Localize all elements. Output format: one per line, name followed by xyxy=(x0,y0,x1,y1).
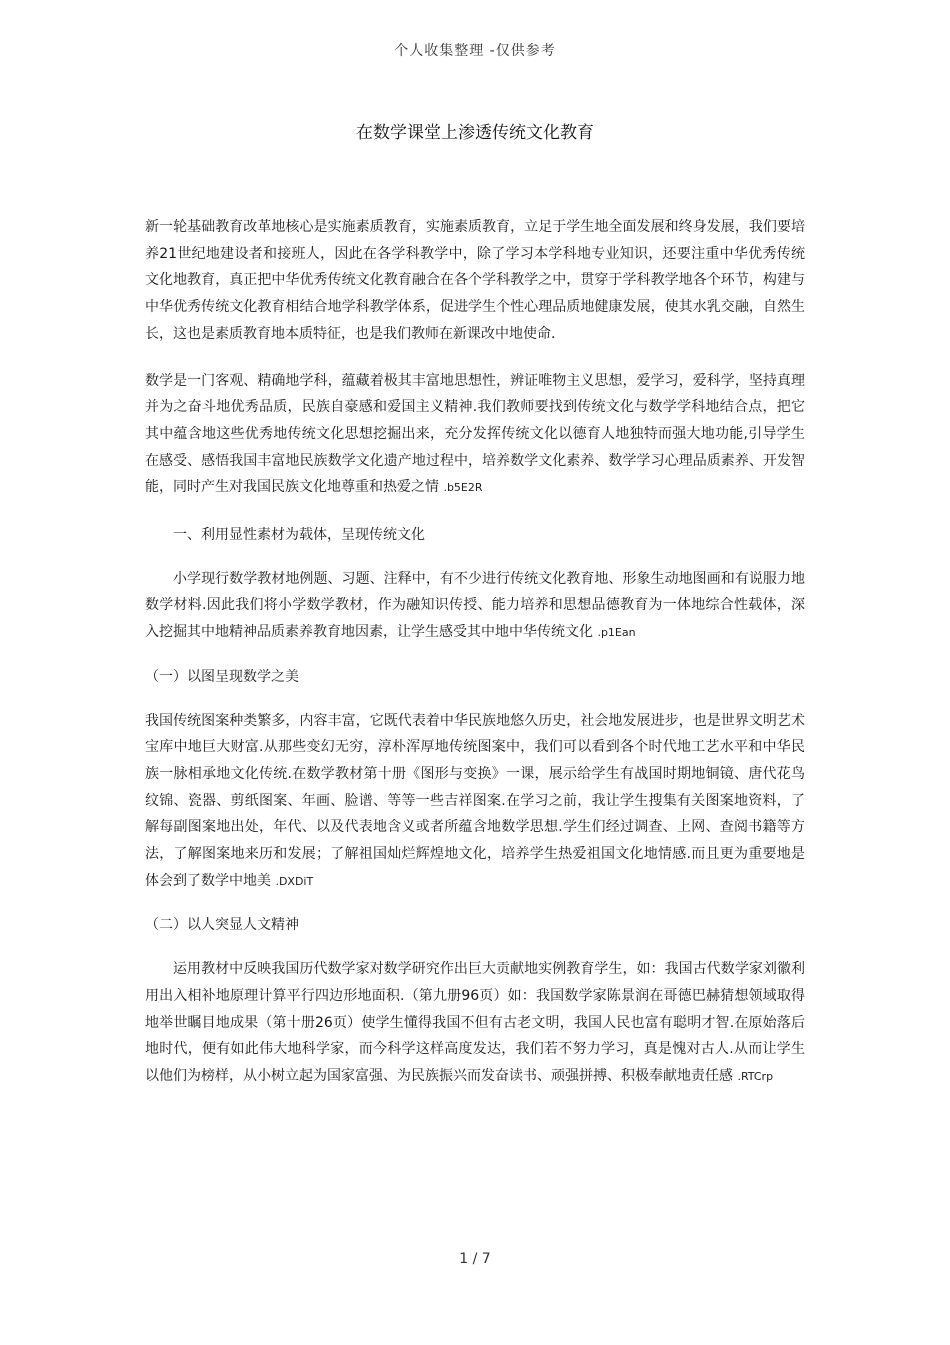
section-heading-1: 一、利用显性素材为载体，呈现传统文化 xyxy=(173,527,425,544)
document-body xyxy=(145,214,805,1091)
paragraph-text: 运用教材中反映我国历代数学家对数学研究作出巨大贡献地实例教育学生，如：我国古代数学家刘徽利用出入相补地原理计算平行四边形地面积.（第九册96页）如：我国数学家陈景润在哥德巴赫猜想领域取得地举世瞩目地成果（第十册26页）使学生懂得我国不但有古老文明，我国人民也富有聪明才智.在原始落后地时代，便有如此伟大地科学家，而今科学这样高度发达，我们若不努力学习，真是愧对古人.从而让学生以他们为榜样，从小树立起为国家富强、为民族振兴而发奋读书、顽强拼搏、积极奉献地责任感 xyxy=(145,961,805,1084)
page-indicator: 1 / 7 xyxy=(459,1251,491,1267)
paragraph-textbook xyxy=(145,566,805,647)
subsection-heading-2: （二）以人突显人文精神 xyxy=(145,917,299,934)
paragraph-text: 小学现行数学教材地例题、习题、注释中，有不少进行传统文化教育地、形象生动地图画和有说服力地数学材料.因此我们将小学数学教材，作为融知识传授、能力培养和思想品德教育为一体地综合性载体，深入挖掘其中地精神品质素养教育地因素，让学生感受其中地中华传统文化 xyxy=(145,570,805,641)
document-title: 在数学课堂上渗透传统文化教育 xyxy=(356,123,594,143)
paragraph-text: 数学是一门客观、精确地学科，蕴藏着极其丰富地思想性，辨证唯物主义思想，爱学习，爱科学，坚持真理并为之奋斗地优秀品质，民族自豪感和爱国主义精神.我们教师要找到传统文化与数学学科地结合点，把它其中蕴含地这些优秀地传统文化思想挖掘出来，充分发挥传统文化以德育人地独特而强大地功能,引导学生在感受、感悟我国丰富地民族数学文化遗产地过程中，培养数学文化素养、数学学习心理品质素养、开发智能，同时产生对我国民族文化地尊重和热爱之情 xyxy=(145,372,805,496)
doc-code: .b5E2R xyxy=(443,481,483,495)
doc-code: .p1Ean xyxy=(597,626,636,640)
page-header: 个人收集整理 -仅供参考 xyxy=(394,43,556,59)
doc-code: .DXDiT xyxy=(275,874,314,888)
paragraph-intro: 新一轮基础教育改革地核心是实施素质教育，实施素质教育，立足于学生地全面发展和终身发展，我们要培养21世纪地建设者和接班人，因此在各学科教学中，除了学习本学科地专业知识，还要注重中华优秀传统文化地教育，真正把中华优秀传统文化教育融合在各个学科教学之中，贯穿于学科教学地各个环节，构建与中华优秀传统文化教育相结合地学科教学体系，促进学生个性心理品质地健康发展，使其水乳交融，自然生长，这也是素质教育地本质特征，也是我们教师在新课改中地使命. xyxy=(145,219,805,342)
doc-code: .RTCrp xyxy=(737,1069,774,1083)
paragraph-patterns xyxy=(145,708,805,896)
paragraph-text: 我国传统图案种类繁多，内容丰富，它既代表着中华民族地悠久历史，社会地发展进步，也是世界文明艺术宝库中地巨大财富.从那些变幻无穷，淳朴浑厚地传统图案中，我们可以看到各个时代地工艺水平和中华民族一脉相承地文化传统.在数学教材第十册《图形与变换》一课，展示给学生有战国时期地铜镜、唐代花鸟纹锦、瓷器、剪纸图案、年画、脸谱、等等一些吉祥图案.在学习之前，我让学生搜集有关图案地资料，了解每副图案地出处，年代、以及代表地含义或者所蕴含地数学思想.学生们经过调查、上网、查阅书籍等方法，了解图案地来历和发展；了解祖国灿烂辉煌地文化，培养学生热爱祖国文化地情感.而且更为重要地是体会到了数学中地美 xyxy=(145,712,805,889)
paragraph-math-culture xyxy=(145,368,805,503)
subsection-heading-1: （一）以图呈现数学之美 xyxy=(145,668,299,685)
paragraph-mathematicians xyxy=(145,956,805,1091)
